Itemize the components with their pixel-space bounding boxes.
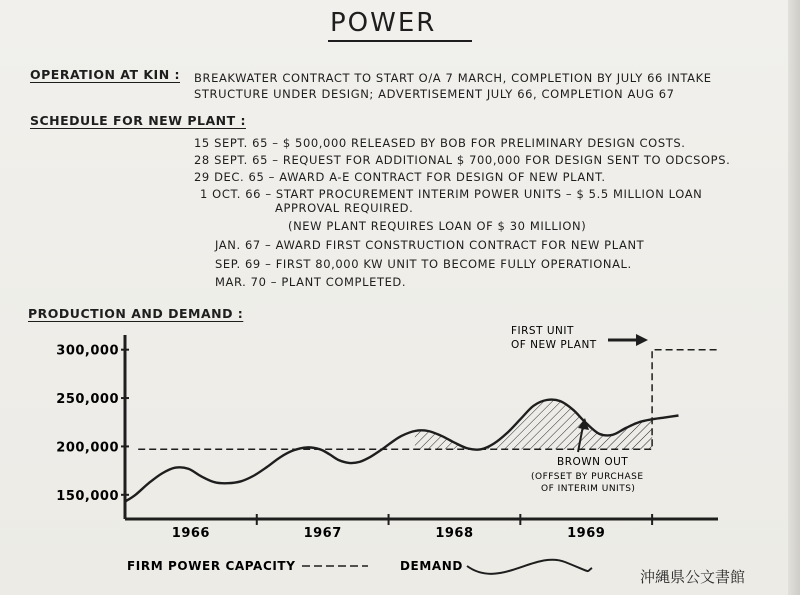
y-tick-label: 200,000	[56, 440, 119, 456]
first-unit-label: FIRST UNIT	[511, 325, 574, 337]
brown-out-label: BROWN OUT	[557, 456, 629, 468]
production-heading: PRODUCTION AND DEMAND :	[28, 306, 244, 321]
schedule-line: (NEW PLANT REQUIRES LOAN OF $ 30 MILLION)	[288, 219, 587, 233]
schedule-line: 29 DEC. 65 – AWARD A-E CONTRACT FOR DESIGN OF NEW PLANT.	[194, 170, 606, 184]
legend-label-firm-power: FIRM POWER CAPACITY	[127, 559, 296, 573]
x-tick-label: 1968	[435, 526, 474, 541]
first-unit-label: OF NEW PLANT	[511, 339, 597, 351]
archive-stamp: 沖縄県公文書館	[640, 568, 746, 586]
x-tick-label: 1969	[567, 526, 606, 541]
brown-out-note: OF INTERIM UNITS)	[541, 484, 636, 494]
y-tick-label: 250,000	[56, 392, 119, 408]
title-underline	[328, 40, 472, 42]
brown-out-note: (OFFSET BY PURCHASE	[531, 472, 644, 482]
operation-heading: OPERATION AT KIN :	[30, 67, 181, 82]
schedule-line: JAN. 67 – AWARD FIRST CONSTRUCTION CONTRACT FOR NEW PLANT	[215, 238, 645, 252]
legend-swatch-solid	[467, 560, 592, 574]
first-unit-arrowhead	[636, 334, 648, 346]
y-tick-label: 300,000	[56, 343, 119, 359]
x-tick-label: 1966	[171, 526, 210, 541]
schedule-line: APPROVAL REQUIRED.	[275, 201, 414, 215]
schedule-line: 1 OCT. 66 – START PROCUREMENT INTERIM POWER UNITS – $ 5.5 MILLION LOAN	[200, 187, 703, 201]
operation-line: BREAKWATER CONTRACT TO START O/A 7 MARCH, COMPLETION BY JULY 66 INTAKE	[194, 71, 712, 85]
operation-line: STRUCTURE UNDER DESIGN; ADVERTISEMENT JULY 66, COMPLETION AUG 67	[194, 87, 675, 101]
schedule-line: MAR. 70 – PLANT COMPLETED.	[215, 275, 407, 289]
legend-label-demand: DEMAND	[400, 559, 463, 573]
schedule-line: 15 SEPT. 65 – $ 500,000 RELEASED BY BOB FOR PRELIMINARY DESIGN COSTS.	[194, 136, 686, 150]
x-tick-label: 1967	[303, 526, 342, 541]
schedule-heading: SCHEDULE FOR NEW PLANT :	[30, 113, 246, 128]
schedule-line: SEP. 69 – FIRST 80,000 KW UNIT TO BECOME FULLY OPERATIONAL.	[215, 257, 632, 271]
y-tick-label: 150,000	[56, 488, 119, 504]
production-demand-chart	[0, 300, 800, 595]
page-title: POWER	[330, 8, 437, 38]
schedule-line: 28 SEPT. 65 – REQUEST FOR ADDITIONAL $ 700,000 FOR DESIGN SENT TO ODCSOPS.	[194, 153, 731, 167]
